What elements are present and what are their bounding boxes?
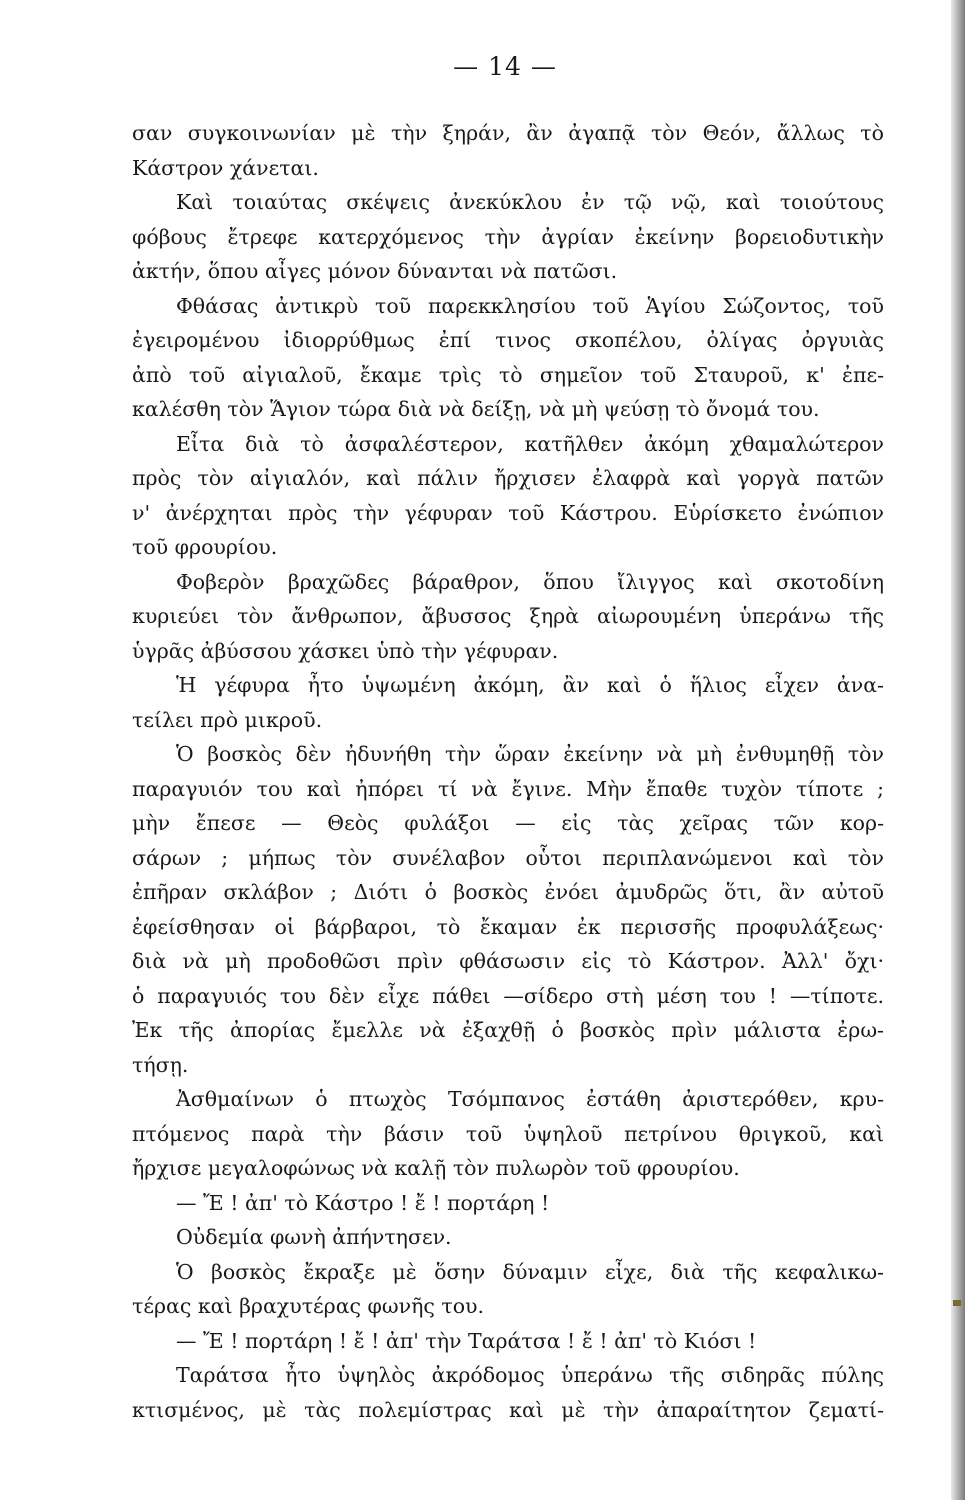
text-line: τείλει πρὸ μικροῦ. xyxy=(132,707,323,732)
text-line: τήσῃ. xyxy=(132,1052,189,1077)
text-line: Καὶ τοιαύτας σκέψεις ἀνεκύκλου ἐν τῷ νῷ, καὶ τοιούτους xyxy=(176,190,884,214)
text-line: ἤρχισε μεγαλοφώνως νὰ καλῇ τὸν πυλωρὸν τοῦ φρουρίου. xyxy=(132,1156,740,1180)
text-line: ἐφείσθησαν οἱ βάρβαροι, τὸ ἔκαμαν ἐκ περισσῆς προφυλάξεως· xyxy=(132,914,884,939)
text-line: Ἡ γέφυρα ἦτο ὑψωμένη ἀκόμη, ἂν καὶ ὁ ἥλιος εἶχεν ἀνα- xyxy=(176,673,884,697)
text-line: ἀπὸ τοῦ αἰγιαλοῦ, ἔκαμε τρὶς τὸ σημεῖον τοῦ Σταυροῦ, κ' ἐπε- xyxy=(132,362,884,387)
text-line: Ὁ βοσκὸς ἔκραξε μὲ ὅσην δύναμιν εἶχε, διὰ τῆς κεφαλικω- xyxy=(176,1259,884,1284)
page-edge xyxy=(951,0,965,1500)
text-line: τοῦ φρουρίου. xyxy=(132,535,278,559)
text-line: πτόμενος παρὰ τὴν βάσιν τοῦ ὑψηλοῦ πετρίνου θριγκοῦ, καὶ xyxy=(132,1121,884,1146)
body-text xyxy=(132,116,884,1427)
text-line: ἐπῆραν σκλάβον ; Διότι ὁ βοσκὸς ἐνόει ἀμυδρῶς ὅτι, ἂν αὐτοῦ xyxy=(132,880,884,904)
text-line: Ταράτσα ἦτο ὑψηλὸς ἀκρόδομος ὑπεράνω τῆς σιδηρᾶς πύλης xyxy=(176,1363,884,1387)
text-line: Φθάσας ἀντικρὺ τοῦ παρεκκλησίου τοῦ Ἁγίου Σώζοντος, τοῦ xyxy=(176,293,884,318)
text-line: — Ἔ ! ἀπ' τὸ Κάστρο ! ἔ ! πορτάρη ! xyxy=(176,1190,550,1215)
text-line: Κάστρον χάνεται. xyxy=(132,155,319,180)
text-line: μὴν ἔπεσε — Θεὸς φυλάξοι — εἰς τὰς χεῖρας τῶν κορ- xyxy=(132,811,884,835)
text-line: ἐγειρομένου ἰδιορρύθμως ἐπί τινος σκοπέλου, ὀλίγας ὀργυιὰς xyxy=(132,328,884,352)
text-line: καλέσθη τὸν Ἅγιον τώρα διὰ νὰ δείξῃ, νὰ μὴ ψεύσῃ τὸ ὄνομά του. xyxy=(132,397,820,421)
text-line: — Ἔ ! πορτάρη ! ἔ ! ἀπ' τὴν Ταράτσα ! ἔ ! ἀπ' τὸ Κιόσι ! xyxy=(176,1328,757,1353)
text-line: Ἐκ τῆς ἀπορίας ἔμελλε νὰ ἐξαχθῇ ὁ βοσκὸς πρὶν μάλιστα ἐρω- xyxy=(132,1018,884,1042)
text-line: Ἀσθμαίνων ὁ πτωχὸς Τσόμπανος ἐστάθη ἀριστερόθεν, κρυ- xyxy=(176,1087,884,1111)
text-line: κυριεύει τὸν ἄνθρωπον, ἄβυσσος ξηρὰ αἰωρουμένη ὑπεράνω τῆς xyxy=(132,604,884,628)
text-line: τέρας καὶ βραχυτέρας φωνῆς του. xyxy=(132,1294,485,1318)
text-line: Φοβερὸν βραχῶδες βάραθρον, ὅπου ἴλιγγος καὶ σκοτοδίνη xyxy=(176,569,884,594)
edge-mark xyxy=(953,1300,961,1306)
page-number: — 14 — xyxy=(453,52,557,81)
text-line: ν' ἀνέρχηται πρὸς τὴν γέφυραν τοῦ Κάστρου. Εὑρίσκετο ἐνώπιον xyxy=(132,500,884,525)
text-line: Εἶτα διὰ τὸ ἀσφαλέστερον, κατῆλθεν ἀκόμη χθαμαλώτερον xyxy=(176,431,884,456)
text-line: Οὐδεμία φωνὴ ἀπήντησεν. xyxy=(176,1225,452,1249)
text-line: διὰ νὰ μὴ προδοθῶσι πρὶν φθάσωσιν εἰς τὸ Κάστρον. Ἀλλ' ὄχι· xyxy=(132,949,884,973)
text-line: Ὁ βοσκὸς δὲν ἠδυνήθη τὴν ὥραν ἐκείνην νὰ μὴ ἐνθυμηθῇ τὸν xyxy=(176,742,884,766)
text-line: σαν συγκοινωνίαν μὲ τὴν ξηράν, ἂν ἀγαπᾷ τὸν Θεόν, ἄλλως τὸ xyxy=(132,121,884,145)
text-line: πρὸς τὸν αἰγιαλόν, καὶ πάλιν ἤρχισεν ἐλαφρὰ καὶ γοργὰ πατῶν xyxy=(132,466,884,490)
text-line: κτισμένος, μὲ τὰς πολεμίστρας καὶ μὲ τὴν ἀπαραίτητον ζεματί- xyxy=(132,1397,884,1422)
text-line: ἀκτήν, ὅπου αἶγες μόνον δύνανται νὰ πατῶσι. xyxy=(132,259,618,283)
text-line: σάρων ; μήπως τὸν συνέλαβον οὗτοι περιπλανώμενοι καὶ τὸν xyxy=(132,845,884,870)
text-line: ὑγρᾶς ἀβύσσου χάσκει ὑπὸ τὴν γέφυραν. xyxy=(132,638,559,663)
text-line: φόβους ἔτρεφε κατερχόμενος τὴν ἀγρίαν ἐκείνην βορειοδυτικὴν xyxy=(132,224,884,249)
text-line: ὁ παραγυιός του δὲν εἶχε πάθει —σίδερο στὴ μέση του ! —τίποτε. xyxy=(132,983,884,1008)
text-line: παραγυιόν του καὶ ἠπόρει τί νὰ ἔγινε. Μὴν ἔπαθε τυχὸν τίποτε ; xyxy=(132,776,884,801)
